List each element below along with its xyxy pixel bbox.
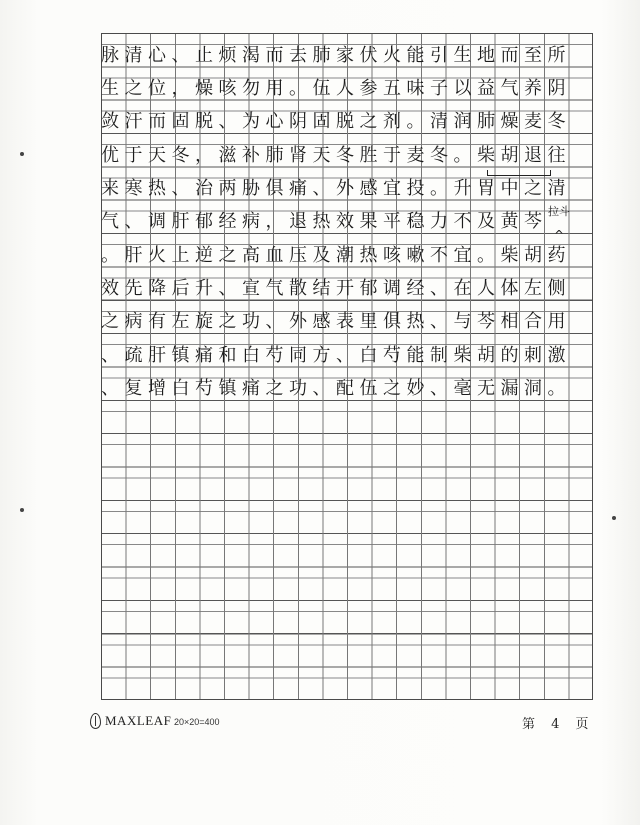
- text-line-9: 之病有左旋之功、外感表里俱热、与芩相合用: [101, 311, 571, 332]
- punch-hole: [20, 152, 24, 156]
- punch-hole: [20, 508, 24, 512]
- grid-capacity: 20×20=400: [174, 717, 220, 727]
- text-line-1: 脉清心、止烦渴而去肺家伏火能引生地而至所: [101, 45, 571, 66]
- punch-hole: [612, 516, 616, 520]
- text-line-4: 优于天冬，滋补肺肾天冬胜于麦冬。柴胡退往: [101, 145, 571, 166]
- text-line-10: 、疏肝镇痛和白芍同方、白芍能制柴胡的刺激: [101, 345, 571, 366]
- text-line-8: 效先降后升、宣气散结开郁调经、在人体左侧: [101, 278, 571, 299]
- underline-mark: [487, 170, 551, 176]
- insertion-note: 拉斗: [548, 205, 570, 218]
- text-line-7: 。肝火上逆之高血压及潮热咳嗽不宜。柴胡药: [101, 245, 571, 266]
- text-line-6: 气、调肝郁经病，退热效果平稳力不及黄芩: [101, 211, 548, 232]
- page-number: 第 4 页: [522, 717, 595, 732]
- text-line-2: 生之位，燥咳勿用。伍人参五味子以益气养阴: [101, 78, 571, 99]
- text-line-5: 来寒热、治两胁俱痛、外感宜投。升胃中之清: [101, 178, 571, 199]
- brand-logo: [90, 713, 171, 729]
- text-line-11: 、复增白芍镇痛之功、配伍之妙、毫无漏洞。: [101, 378, 571, 399]
- brand-name: MAXLEAF: [105, 713, 172, 728]
- leaf-icon: [90, 713, 101, 729]
- text-line-3: 敛汗而固脱、为心阴固脱之剂。清润肺燥麦冬: [101, 111, 571, 132]
- insertion-caret: ^: [554, 228, 565, 242]
